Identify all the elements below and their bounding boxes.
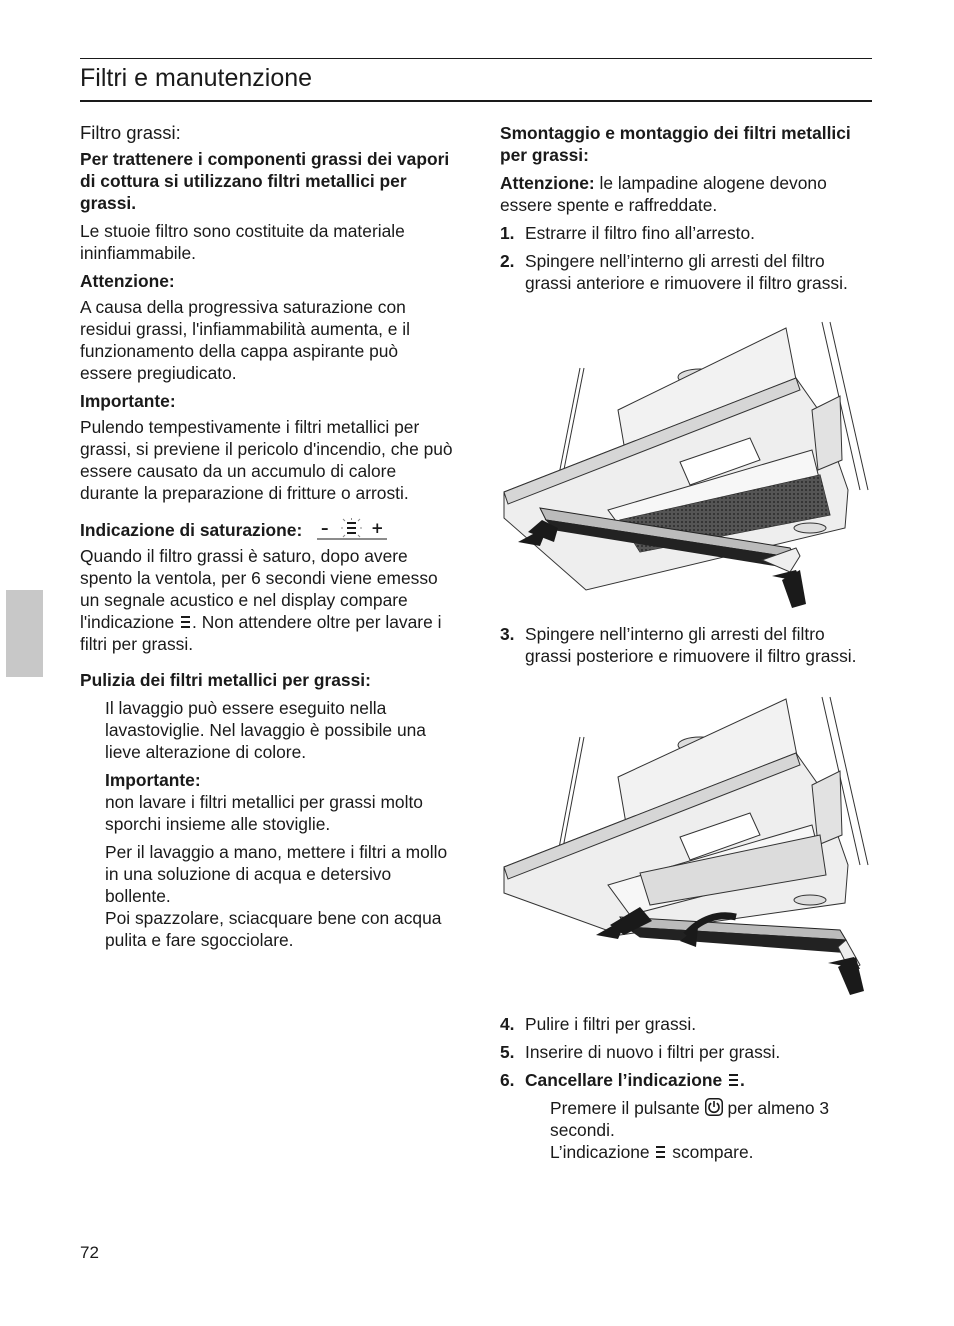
filter-heading: Filtro grassi:	[80, 122, 181, 143]
attention-label: Attenzione:	[80, 271, 175, 291]
steps-list-a	[500, 222, 875, 294]
step-6: 6. Cancellare l’indicazione .	[500, 1070, 745, 1090]
intro-text: Le stuoie filtro sono costituite da materiale ininfiammabile.	[80, 221, 405, 263]
step-6-details	[500, 1097, 875, 1163]
step-5: 5. Inserire di nuovo i filtri per grassi.	[500, 1042, 781, 1062]
cleaning-important-label: Importante:	[105, 770, 201, 790]
filter-saturation-icon	[656, 1145, 665, 1159]
important-text: Pulendo tempestivamente i filtri metallici per grassi, si previene il pericolo d'incendio, che può essere causato da un accumulo di calore durante la preparazione di fritture o arrosti.	[80, 417, 453, 503]
saturation-heading	[80, 518, 455, 541]
cleaning-important-text: non lavare i filtri metallici per grassi molto sporchi insieme alle stoviglie.	[105, 792, 423, 834]
attention-text: A causa della progressiva saturazione con residui grassi, l'infiammabilità aumenta, e il funzionamento della cappa aspirante può essere pregiudicato.	[80, 297, 411, 383]
panel-plus: +	[371, 519, 384, 537]
header-rule-bottom	[80, 100, 872, 102]
page-number: 72	[80, 1243, 99, 1262]
step-3: 3. Spingere nell’interno gli arresti del filtro grassi posteriore e rimuovere il filtro grassi.	[500, 624, 857, 666]
left-column	[80, 122, 455, 957]
saturation-text: Quando il filtro grassi è saturo, dopo avere spento la ventola, per 6 secondi viene emesso un segnale acustico e nel display compare l'indicazione . Non attendere oltre per lavare i filtri per grassi.	[80, 546, 442, 654]
removal-heading: Smontaggio e montaggio dei filtri metallici per grassi:	[500, 123, 851, 165]
panel-minus: –	[321, 519, 329, 537]
saturation-label: Indicazione di saturazione:	[80, 520, 303, 540]
hood-rear-filter-illustration	[500, 695, 875, 1000]
step-4: 4. Pulire i filtri per grassi.	[500, 1014, 697, 1034]
hand-wash-text-2: Poi spazzolare, sciacquare bene con acqua pulita e fare sgocciolare.	[105, 908, 442, 950]
filter-saturation-icon	[729, 1073, 738, 1087]
page-title: Filtri e manutenzione	[80, 64, 313, 92]
power-button-icon	[705, 1098, 723, 1116]
step-1: 1. Estrarre il filtro fino all’arresto.	[500, 223, 756, 243]
control-panel-icon	[317, 518, 387, 540]
step-2: 2. Spingere nell’interno gli arresti del filtro grassi anteriore e rimuovere il filtro grassi.	[500, 251, 848, 293]
cleaning-text: Il lavaggio può essere eseguito nella lavastoviglie. Nel lavaggio è possibile una lieve alterazione di colore.	[105, 698, 426, 762]
cleaning-heading: Pulizia dei filtri metallici per grassi:	[80, 670, 371, 690]
hood-front-filter-illustration	[500, 320, 875, 610]
intro-bold: Per trattenere i componenti grassi dei vapori di cottura si utilizzano filtri metallici per grassi.	[80, 149, 450, 213]
right-column-steps-end	[500, 1013, 875, 1163]
important-label: Importante:	[80, 391, 176, 411]
right-attention: Attenzione: le lampadine alogene devono essere spente e raffreddate.	[500, 173, 827, 215]
step-6-disappear: L’indicazione scompare.	[550, 1142, 754, 1162]
section-thumb-tab	[6, 590, 43, 677]
step-6-press: Premere il pulsante per almeno 3 secondi.	[550, 1098, 830, 1140]
hand-wash-text-1: Per il lavaggio a mano, mettere i filtri a mollo in una soluzione di acqua e detersivo bollente.	[105, 842, 448, 906]
filter-saturation-icon	[181, 615, 190, 629]
right-column	[500, 122, 875, 300]
right-column-step3	[500, 623, 875, 673]
header-rule-top	[80, 58, 872, 59]
